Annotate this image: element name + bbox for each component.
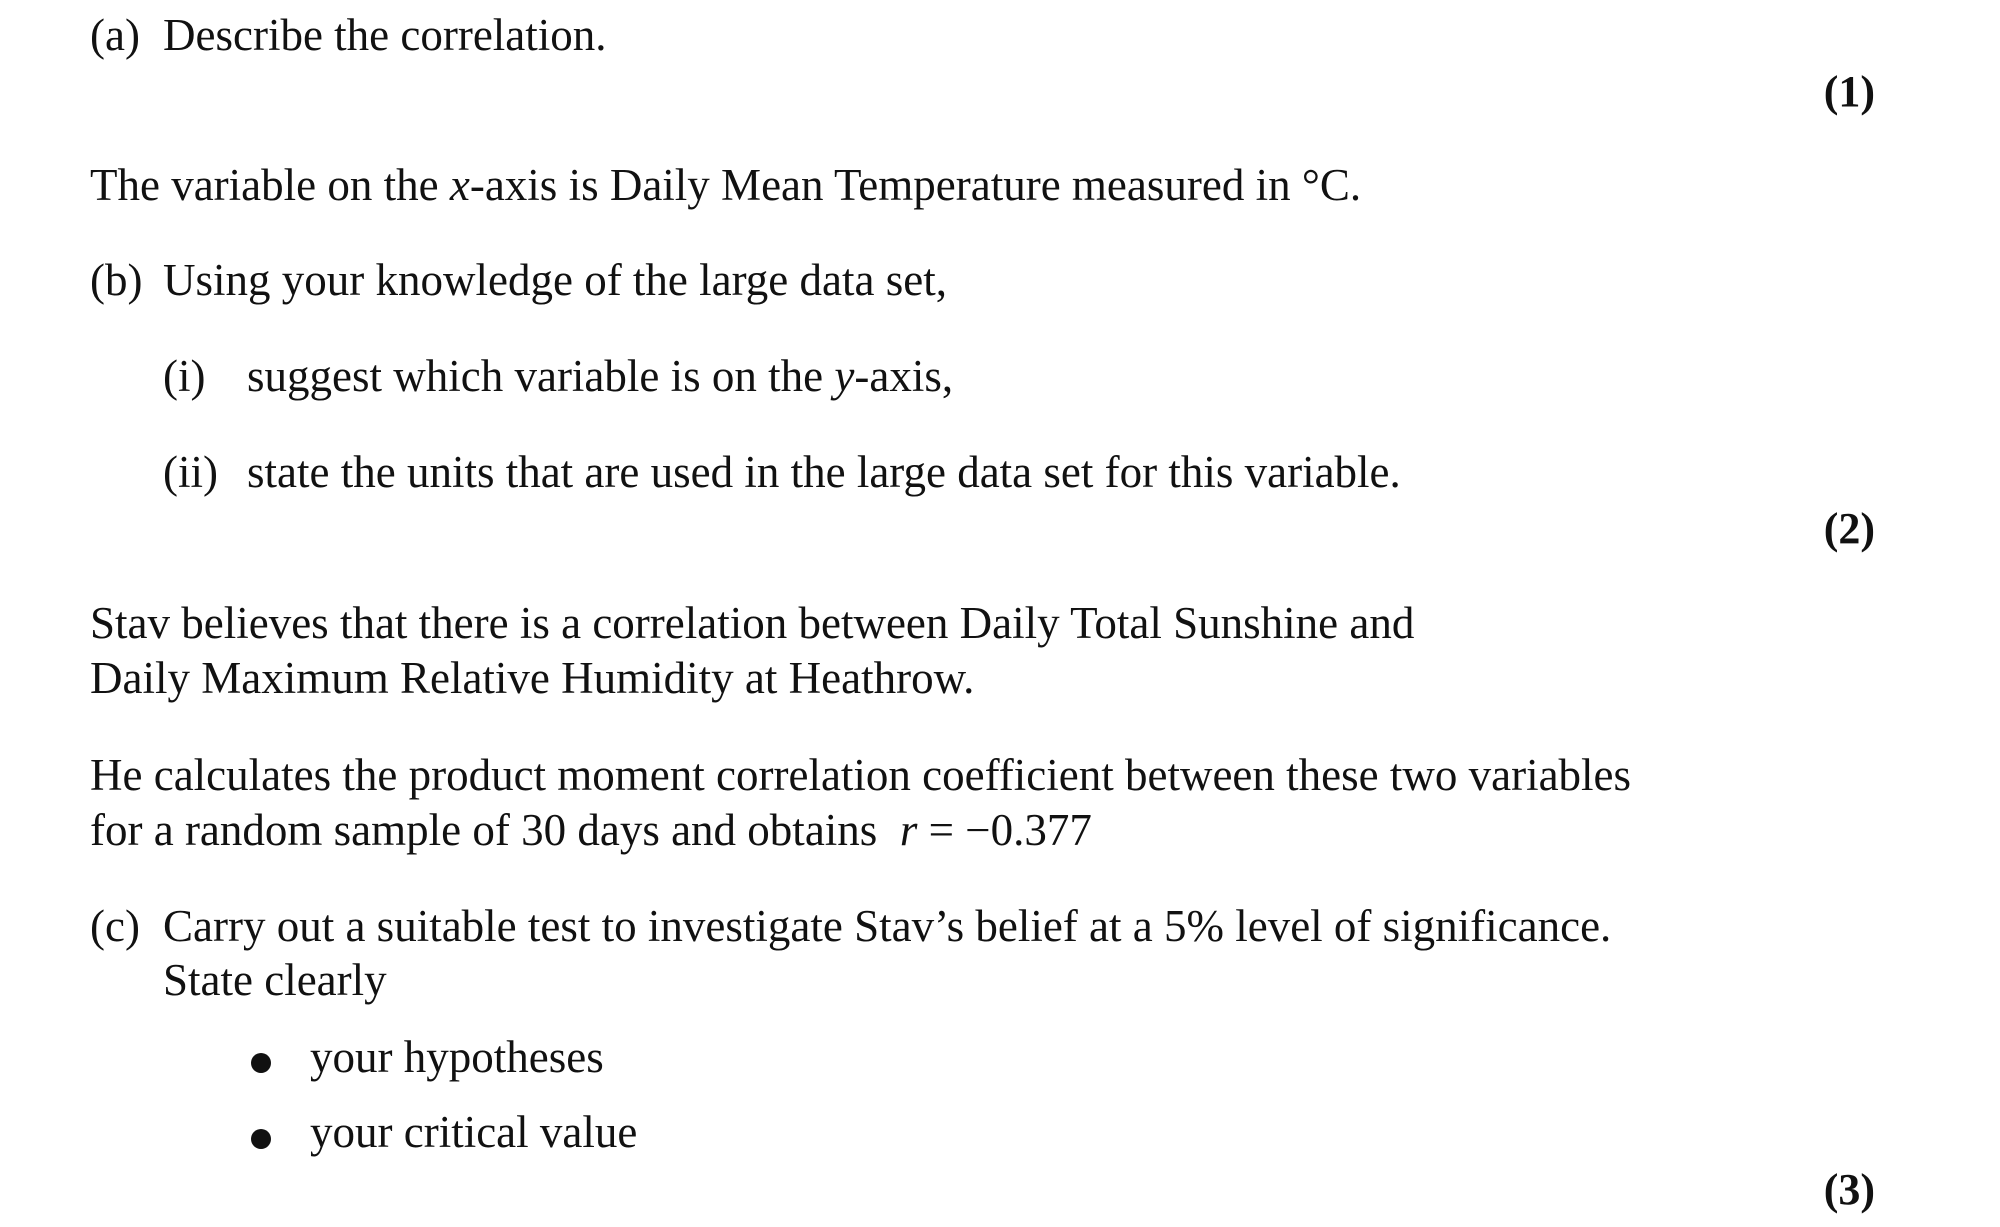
x-axis-statement-after: -axis is Daily Mean Temperature measured in °C. [469, 160, 1362, 210]
part-c-label: (c) [90, 901, 140, 951]
x-axis-statement-before: The variable on the [90, 160, 450, 210]
bullet-hypotheses: your hypotheses [310, 1032, 604, 1082]
stav-paragraph-line1: Stav believes that there is a correlation between Daily Total Sunshine and [90, 598, 1415, 648]
part-b-i-label: (i) [163, 351, 206, 401]
part-b-i-after: -axis, [854, 351, 954, 401]
stav-paragraph-line2: Daily Maximum Relative Humidity at Heathrow. [90, 653, 975, 703]
y-axis-variable: y [834, 351, 855, 401]
bullet-dot [251, 1053, 271, 1073]
part-b-question: Using your knowledge of the large data set, [163, 255, 947, 305]
part-a-question: Describe the correlation. [163, 10, 607, 60]
part-a-marks: (1) [1823, 67, 1875, 116]
calc-paragraph-line2 [90, 803, 1092, 857]
part-b-ii-label: (ii) [163, 447, 218, 497]
part-c-question-line1: Carry out a suitable test to investigate Stav’s belief at a 5% level of significance. [163, 901, 1612, 951]
part-b-i-question [247, 349, 953, 403]
part-a-label: (a) [90, 10, 140, 60]
r-value: = −0.377 [917, 805, 1092, 855]
r-variable: r [899, 805, 918, 855]
bullet-critical-value: your critical value [310, 1107, 638, 1157]
part-b-i-before: suggest which variable is on the [247, 351, 835, 401]
calc-paragraph-line2-before: for a random sample of 30 days and obtains [90, 805, 889, 855]
part-c-question-line2: State clearly [163, 955, 387, 1005]
part-b-marks: (2) [1823, 504, 1875, 553]
part-c-marks: (3) [1823, 1165, 1875, 1214]
part-b-ii-question: state the units that are used in the large data set for this variable. [247, 447, 1401, 497]
bullet-dot [251, 1129, 271, 1149]
calc-paragraph-line1: He calculates the product moment correlation coefficient between these two variables [90, 750, 1632, 800]
part-b-label: (b) [90, 255, 143, 305]
x-axis-statement [90, 158, 1361, 212]
x-axis-variable: x [449, 160, 470, 210]
